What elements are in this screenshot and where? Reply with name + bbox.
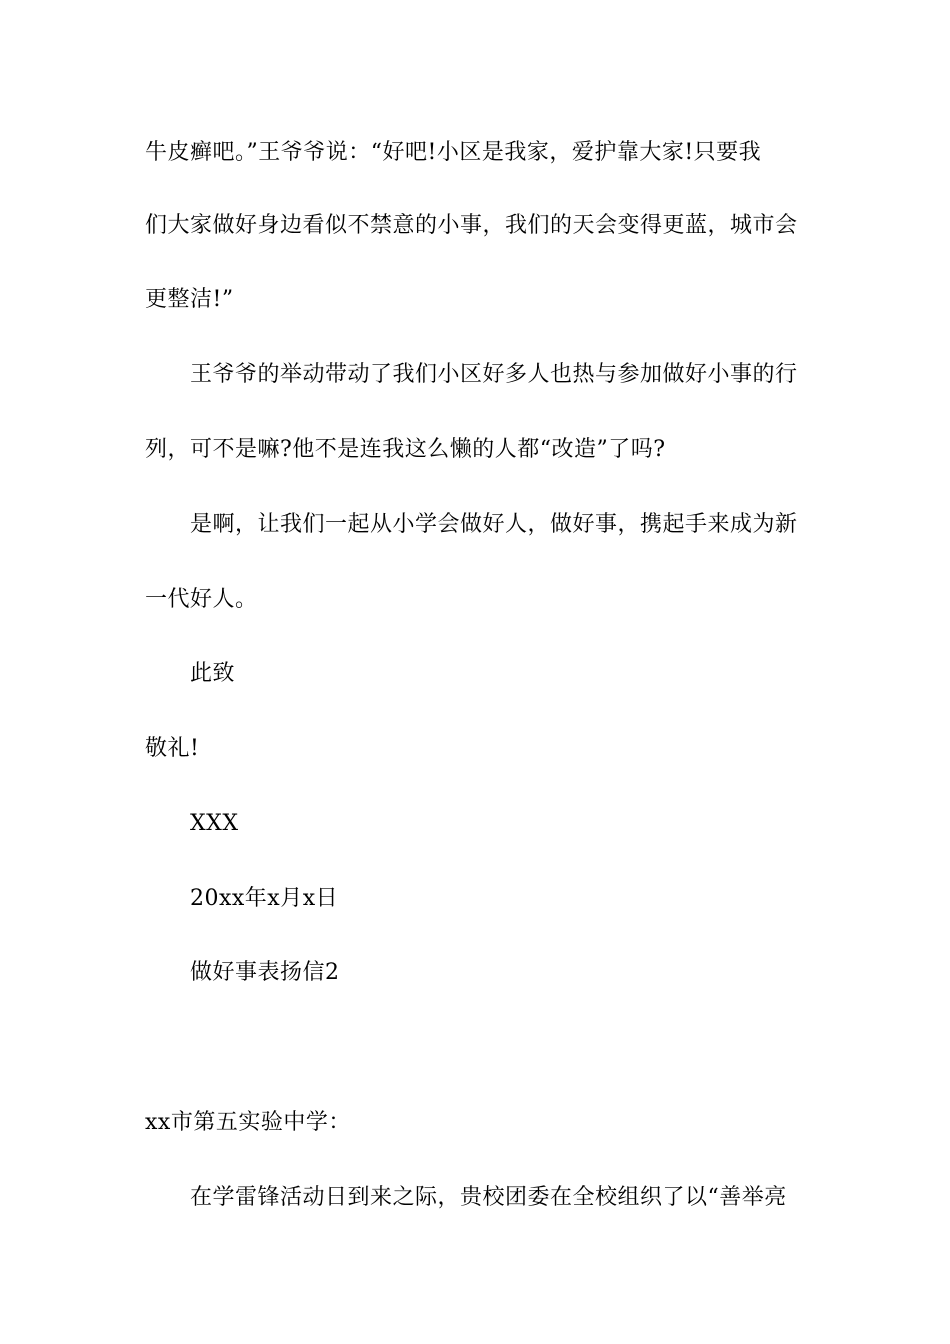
- closing-respect: 敬礼!: [145, 736, 200, 761]
- paragraph-line: 列，可不是嘛?他不是连我这么懒的人都“改造”了吗?: [145, 437, 666, 462]
- paragraph-line: 王爷爷的举动带动了我们小区好多人也热与参加做好小事的行: [190, 362, 798, 387]
- closing-salutation: 此致: [190, 661, 236, 686]
- paragraph-line: 一代好人。: [145, 587, 258, 612]
- section-title: 做好事表扬信2: [190, 960, 340, 985]
- paragraph-line: 们大家做好身边看似不禁意的小事，我们的天会变得更蓝，城市会: [145, 213, 798, 238]
- paragraph-line: 在学雷锋活动日到来之际，贵校团委在全校组织了以“善举亮: [190, 1185, 787, 1210]
- paragraph-line: 是啊，让我们一起从小学会做好人，做好事，携起手来成为新: [190, 512, 798, 537]
- paragraph-line: 更整洁!”: [145, 287, 234, 312]
- letter-recipient: xx市第五实验中学：: [145, 1110, 351, 1135]
- signature-date: 20xx年x月x日: [190, 886, 339, 911]
- signature-name: XXX: [190, 811, 239, 836]
- paragraph-line: 牛皮癣吧。”王爷爷说：“好吧!小区是我家，爱护靠大家!只要我: [145, 140, 762, 165]
